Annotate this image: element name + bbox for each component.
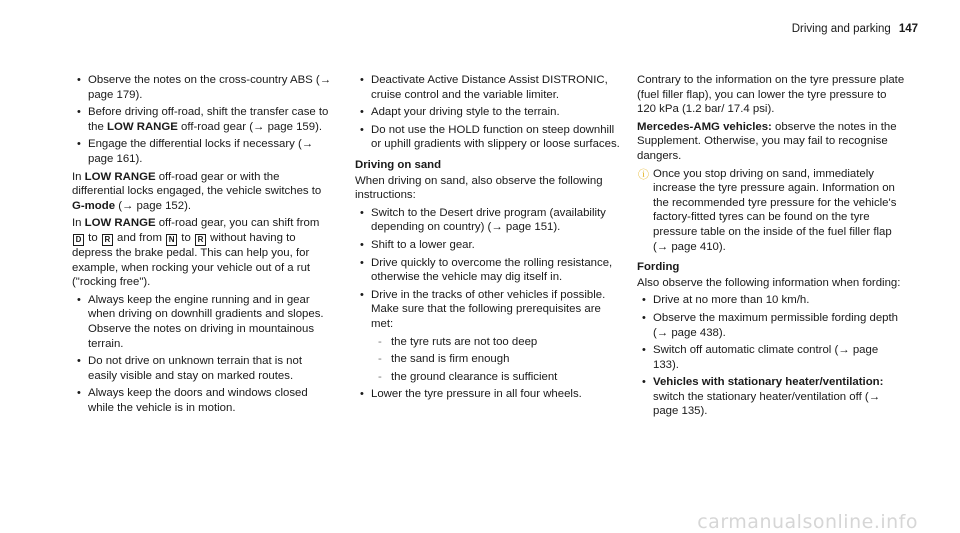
section-heading: Fording xyxy=(637,261,680,274)
text: without having to depress the brake pedal. This can help you, for example, when rocking your vehicle out of a rut ("rocking free"). xyxy=(72,231,311,289)
text: switch the stationary heater/ventilation off (→ page 135). xyxy=(653,390,881,418)
bullet-item xyxy=(72,105,332,134)
bullet-item: • Shift to a lower gear. xyxy=(355,238,620,253)
bullet-item: • Drive at no more than 10 km/h. xyxy=(637,293,907,308)
text: to xyxy=(85,231,101,244)
gear-n-icon: N xyxy=(166,234,177,246)
text: (→ page 152). xyxy=(115,199,192,212)
text: off-road gear (→ page 159). xyxy=(177,120,323,133)
paragraph xyxy=(72,216,332,289)
bold-text: LOW RANGE xyxy=(107,120,178,133)
section-heading: Driving on sand xyxy=(355,158,442,171)
bold-text: LOW RANGE xyxy=(84,170,156,183)
text: In xyxy=(72,217,85,230)
bullet-item: • Do not use the HOLD function on steep downhill or uphill gradients with slippery or loose surfaces. xyxy=(355,123,620,152)
text: and from xyxy=(113,231,166,244)
bullet-item: • Always keep the doors and windows closed while the vehicle is in motion. xyxy=(72,386,332,415)
text: Before driving off-road, shift the transfer case to the xyxy=(88,106,329,133)
text: In xyxy=(72,170,85,183)
info-icon: ⓘ xyxy=(638,168,649,181)
sub-item: - the tyre ruts are not too deep xyxy=(355,335,620,350)
text: to xyxy=(178,231,194,244)
paragraph xyxy=(72,170,332,214)
section-title: Driving and parking xyxy=(791,23,891,35)
bullet-item: • Drive quickly to overcome the rolling resistance, otherwise the vehicle may dig itself in. xyxy=(355,256,620,285)
bullet-item: • Adapt your driving style to the terrain. xyxy=(355,105,620,120)
bold-text: G-mode xyxy=(72,199,116,212)
paragraph: Contrary to the information on the tyre pressure plate (fuel filler flap), you can lower the tyre pressure to 120 kPa (1.2 bar/ 17.4 psi). xyxy=(637,74,905,116)
column-3 xyxy=(637,73,907,422)
bullet-item: • Always keep the engine running and in gear when driving on downhill gradients and slopes. Observe the notes on driving in mountainous terrain. xyxy=(72,293,332,351)
paragraph: When driving on sand, also observe the following instructions: xyxy=(355,174,603,202)
sub-item: - the ground clearance is sufficient xyxy=(355,370,620,385)
bullet-item: • Drive in the tracks of other vehicles if possible. Make sure that the following prerequisites are met: xyxy=(355,288,620,332)
bold-text: LOW RANGE xyxy=(84,217,156,230)
bold-text: Mercedes-AMG vehicles: xyxy=(637,120,772,133)
bold-text: Vehicles with stationary heater/ventilation: xyxy=(653,376,884,389)
page-header xyxy=(792,22,918,37)
bullet-item xyxy=(637,375,907,419)
paragraph: Also observe the following information when fording: xyxy=(637,276,901,289)
bullet-item: • Observe the notes on the cross-country ABS (→ page 179). xyxy=(72,73,332,102)
info-note xyxy=(637,167,907,255)
bullet-item: • Engage the differential locks if necessary (→ page 161). xyxy=(72,137,332,166)
text: off-road gear or with the differential locks engaged, the vehicle switches to xyxy=(72,170,322,198)
watermark: carmanualsonline.info xyxy=(697,511,918,533)
text: observe the notes in the Supplement. Otherwise, you may fail to recognise dangers. xyxy=(637,120,897,162)
bullet-item: • Switch to the Desert drive program (availability depending on country) (→ page 151). xyxy=(355,206,620,235)
bullet-item: • Deactivate Active Distance Assist DISTRONIC, cruise control and the variable limiter. xyxy=(355,73,620,102)
note-text: Once you stop driving on sand, immediately increase the tyre pressure again. Information on the recommended tyre pressure for the vehicle's factory-fitted tyres can be found on the tyre pressure table on the inside of the fuel filler flap (→ page 410). xyxy=(653,167,897,253)
column-1 xyxy=(72,73,332,418)
page-number: 147 xyxy=(898,23,918,35)
gear-r-icon: R xyxy=(102,234,113,246)
column-2 xyxy=(355,73,620,405)
bullet-item: • Observe the maximum permissible fording depth (→ page 438). xyxy=(637,311,907,340)
bullet-item: • Do not drive on unknown terrain that is not easily visible and stay on marked routes. xyxy=(72,354,332,383)
bullet-item: • Switch off automatic climate control (→ page 133). xyxy=(637,343,907,372)
text: off-road gear, you can shift from xyxy=(155,217,320,230)
gear-d-icon: D xyxy=(73,234,84,246)
bullet-item: • Lower the tyre pressure in all four wheels. xyxy=(355,387,620,402)
gear-r-icon: R xyxy=(195,234,206,246)
paragraph xyxy=(637,120,907,164)
sub-item: - the sand is firm enough xyxy=(355,352,620,367)
